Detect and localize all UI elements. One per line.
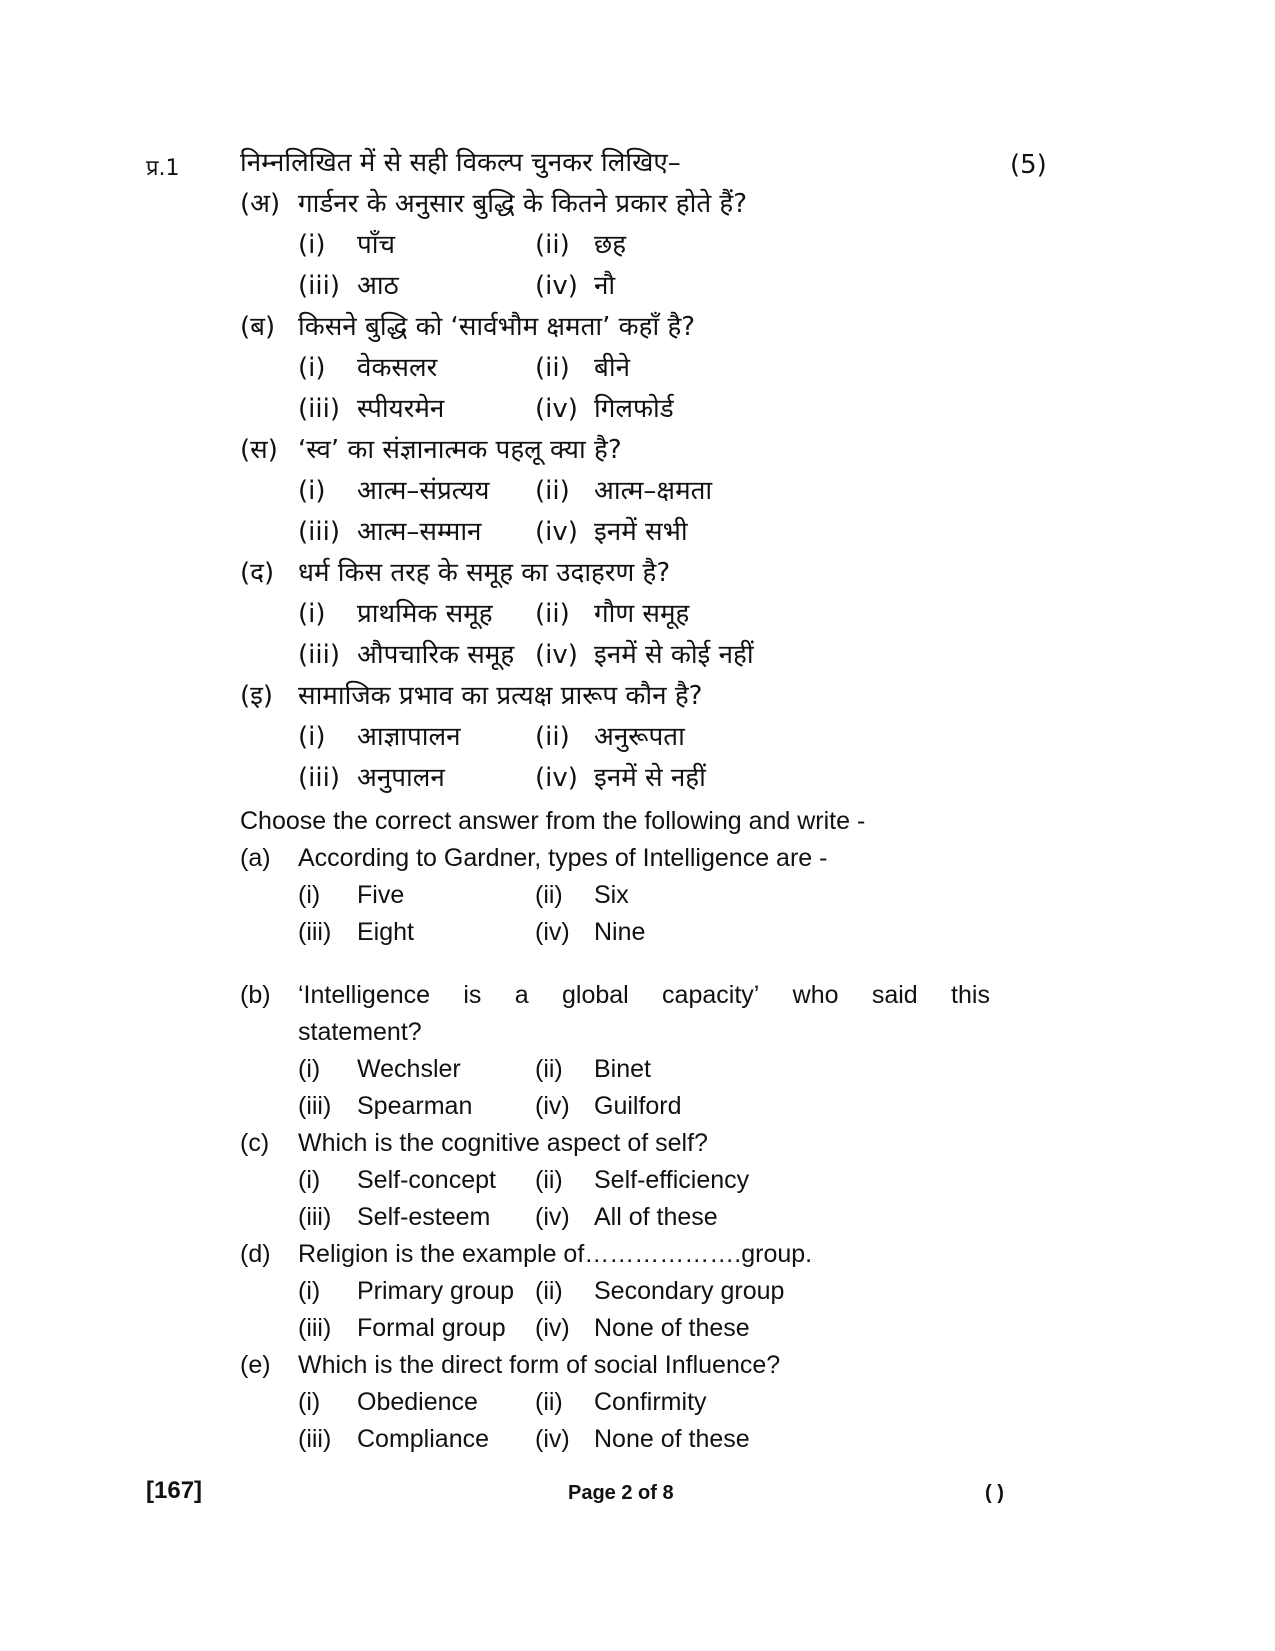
option-text: Self-esteem — [357, 1203, 491, 1231]
option-number: (iii) — [298, 1425, 332, 1453]
question-word: this — [951, 981, 990, 1009]
option-number: (i) — [298, 599, 326, 629]
option-number: (iii) — [298, 1092, 332, 1120]
question-word: said — [871, 981, 918, 1009]
option-text: गिलफोर्ड — [594, 394, 674, 424]
option-number: (i) — [298, 722, 326, 752]
question-word: ‘Intelligence — [298, 981, 431, 1009]
question-text: Which is the cognitive aspect of self? — [298, 1129, 708, 1157]
footer-parentheses: ( ) — [985, 1482, 1004, 1504]
option-text: Secondary group — [594, 1277, 785, 1305]
option-number: (ii) — [535, 599, 570, 629]
option-text: आत्म–सम्मान — [357, 517, 482, 547]
option-text: वेकसलर — [357, 353, 438, 383]
option-number: (ii) — [535, 476, 570, 506]
option-number: (iii) — [298, 1203, 332, 1231]
option-text: Five — [357, 881, 405, 909]
option-number: (i) — [298, 881, 321, 909]
option-number: (iv) — [535, 763, 578, 793]
question-label: (स) — [240, 435, 278, 465]
option-text: Confirmity — [594, 1388, 707, 1416]
option-text: आत्म–संप्रत्यय — [357, 476, 490, 506]
question-label: (e) — [240, 1351, 271, 1379]
option-text: Binet — [594, 1055, 651, 1083]
option-number: (i) — [298, 230, 326, 260]
option-number: (ii) — [535, 1388, 563, 1416]
question-text: सामाजिक प्रभाव का प्रत्यक्ष प्रारूप कौन है? — [298, 681, 703, 711]
question-text: गार्डनर के अनुसार बुद्धि के कितने प्रकार होते हैं? — [298, 189, 748, 219]
option-text: इनमें से कोई नहीं — [594, 640, 754, 670]
option-number: (iv) — [535, 271, 578, 301]
question-label: (a) — [240, 844, 271, 872]
option-number: (ii) — [535, 353, 570, 383]
question-number: प्र.1 — [146, 156, 180, 181]
option-text: Self-concept — [357, 1166, 496, 1194]
question-label: (b) — [240, 981, 271, 1009]
option-text: गौण समूह — [594, 599, 690, 629]
option-text: Six — [594, 881, 629, 909]
option-text: Spearman — [357, 1092, 473, 1120]
question-word: is — [463, 981, 482, 1009]
option-text: Obedience — [357, 1388, 478, 1416]
page-number: Page 2 of 8 — [568, 1482, 674, 1504]
option-number: (i) — [298, 1055, 321, 1083]
question-label: (इ) — [240, 681, 274, 711]
option-text: अनुरूपता — [594, 722, 685, 752]
question-word: capacity’ — [662, 981, 760, 1009]
option-number: (ii) — [535, 722, 570, 752]
option-number: (iii) — [298, 763, 340, 793]
question-label: (ब) — [240, 312, 276, 342]
question-text-continuation: statement? — [298, 1018, 422, 1046]
marks: (5) — [1010, 150, 1047, 180]
option-text: स्पीयरमेन — [357, 394, 445, 424]
question-label: (d) — [240, 1240, 271, 1268]
option-text: None of these — [594, 1314, 750, 1342]
option-text: इनमें से नहीं — [594, 763, 706, 793]
option-text: Guilford — [594, 1092, 682, 1120]
option-text: औपचारिक समूह — [357, 640, 515, 670]
question-label: (अ) — [240, 189, 281, 219]
question-word: a — [514, 981, 529, 1009]
question-text: धर्म किस तरह के समूह का उदाहरण है? — [298, 558, 671, 588]
option-number: (iv) — [535, 918, 570, 946]
option-number: (iv) — [535, 1425, 570, 1453]
question-text — [298, 983, 990, 1008]
option-number: (iii) — [298, 918, 332, 946]
option-number: (iv) — [535, 1314, 570, 1342]
option-text: प्राथमिक समूह — [357, 599, 493, 629]
option-number: (iv) — [535, 1203, 570, 1231]
option-text: Wechsler — [357, 1055, 461, 1083]
option-number: (iv) — [535, 394, 578, 424]
option-number: (ii) — [535, 881, 563, 909]
option-number: (i) — [298, 1277, 321, 1305]
option-number: (i) — [298, 353, 326, 383]
question-text: ‘स्व’ का संज्ञानात्मक पहलू क्या है? — [298, 435, 622, 465]
question-label: (c) — [240, 1129, 270, 1157]
question-text: According to Gardner, types of Intelligence are - — [298, 844, 828, 872]
option-number: (iii) — [298, 517, 340, 547]
option-number: (ii) — [535, 1055, 563, 1083]
question-text: Religion is the example of……………….group. — [298, 1240, 813, 1268]
option-text: पाँच — [357, 230, 396, 260]
hindi-instruction: निम्नलिखित में से सही विकल्प चुनकर लिखिए– — [240, 148, 681, 178]
option-number: (iii) — [298, 394, 340, 424]
option-text: अनुपालन — [357, 763, 445, 793]
option-number: (iii) — [298, 1314, 332, 1342]
option-number: (iv) — [535, 1092, 570, 1120]
paper-code: [167] — [146, 1477, 203, 1504]
question-text: Which is the direct form of social Influence? — [298, 1351, 781, 1379]
question-word: who — [792, 981, 839, 1009]
option-number: (i) — [298, 476, 326, 506]
option-number: (i) — [298, 1388, 321, 1416]
question-word: global — [561, 981, 629, 1009]
option-text: Eight — [357, 918, 414, 946]
question-label: (द) — [240, 558, 275, 588]
english-instruction: Choose the correct answer from the following and write - — [240, 807, 866, 835]
option-text: Nine — [594, 918, 646, 946]
option-text: Compliance — [357, 1425, 490, 1453]
option-text: आज्ञापालन — [357, 722, 461, 752]
option-text: आत्म–क्षमता — [594, 476, 713, 506]
option-text: छह — [594, 230, 627, 260]
option-text: आठ — [357, 271, 399, 301]
option-number: (iii) — [298, 271, 340, 301]
option-number: (ii) — [535, 1166, 563, 1194]
option-number: (iv) — [535, 517, 578, 547]
option-number: (iv) — [535, 640, 578, 670]
option-number: (i) — [298, 1166, 321, 1194]
option-number: (iii) — [298, 640, 340, 670]
option-text: Self-efficiency — [594, 1166, 750, 1194]
option-text: नौ — [594, 271, 616, 301]
option-number: (ii) — [535, 230, 570, 260]
option-text: All of these — [594, 1203, 718, 1231]
option-text: None of these — [594, 1425, 750, 1453]
question-text: किसने बुद्धि को ‘सार्वभौम क्षमता’ कहाँ है? — [298, 312, 696, 342]
option-number: (ii) — [535, 1277, 563, 1305]
option-text: Primary group — [357, 1277, 514, 1305]
option-text: बीने — [594, 353, 631, 383]
option-text: Formal group — [357, 1314, 506, 1342]
option-text: इनमें सभी — [594, 517, 688, 547]
